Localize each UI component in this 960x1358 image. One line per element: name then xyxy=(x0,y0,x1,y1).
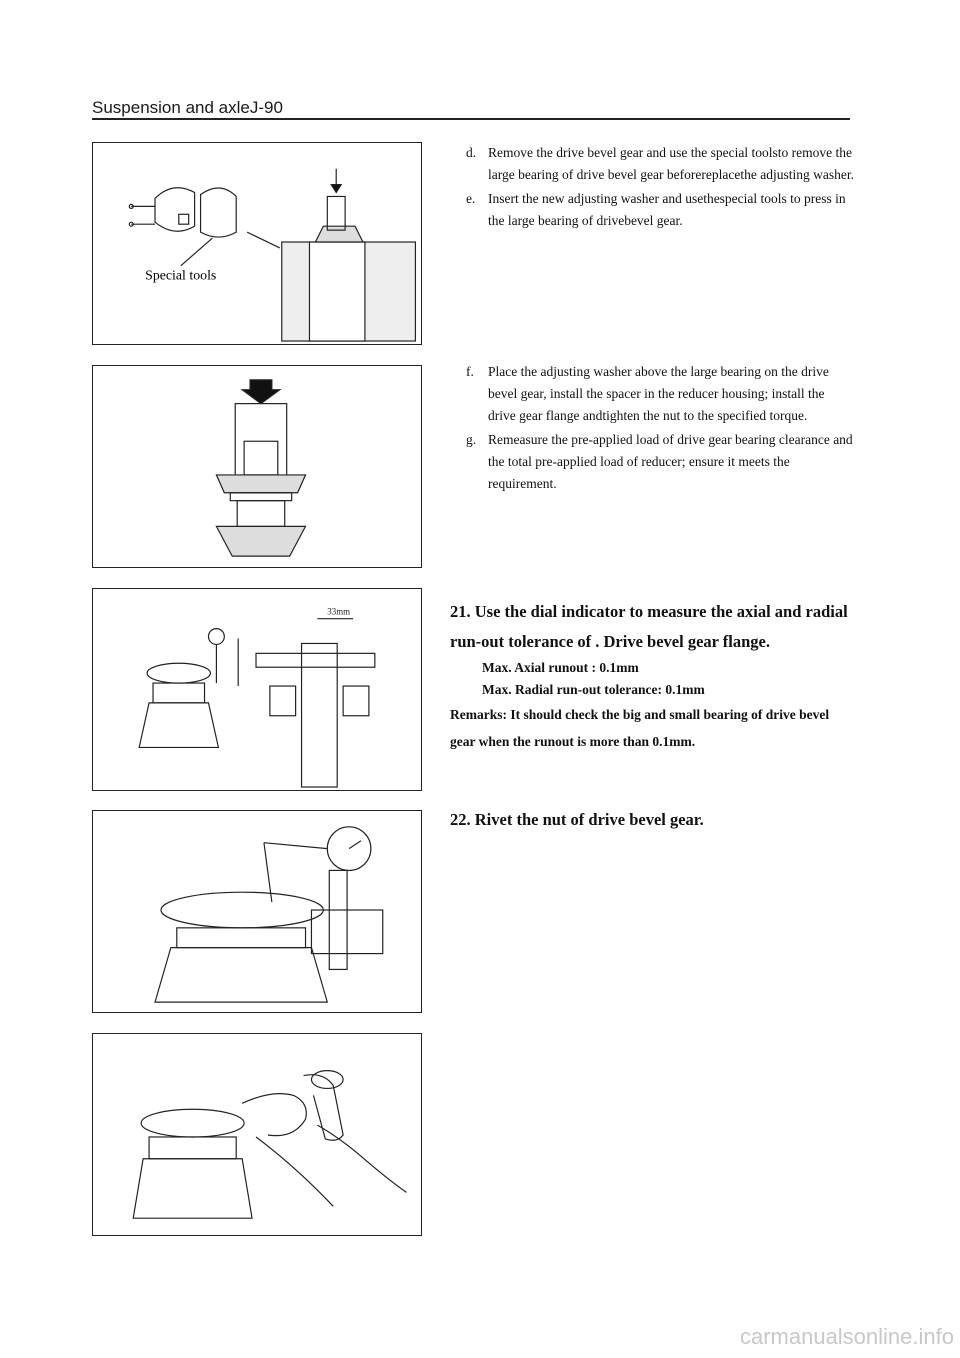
figure-special-tools xyxy=(92,142,422,345)
page-header: Suspension and axleJ-90 xyxy=(92,98,283,117)
step-d: d. Remove the drive bevel gear and use the special toolsto remove the large bearing of drive bevel gear beforereplacethe adjusting washer. xyxy=(466,145,854,182)
step-g: g. Remeasure the pre-applied load of drive gear bearing clearance and the total pre-applied load of reducer; ensure it meets the requirement. xyxy=(466,432,853,491)
runout-illustration xyxy=(93,589,421,790)
dimension-label: 33mm xyxy=(327,606,351,617)
dial-indicator-illustration xyxy=(93,811,421,1012)
steps-d-e xyxy=(450,142,855,234)
section-22 xyxy=(450,805,855,835)
rivet-illustration xyxy=(93,1034,421,1235)
watermark: carmanualsonline.info xyxy=(739,1324,954,1349)
bearing-press-illustration xyxy=(93,366,421,567)
figure-bearing-press xyxy=(92,365,422,568)
section-22-heading: 22. Rivet the nut of drive bevel gear. xyxy=(450,810,704,829)
max-axial-runout: Max. Axial runout : 0.1mm xyxy=(482,660,639,675)
special-tools-illustration xyxy=(93,143,421,344)
steps-f-g xyxy=(450,361,855,497)
step-e: e. Insert the new adjusting washer and usethespecial tools to press in the large bearing of drivebevel gear. xyxy=(466,191,846,228)
max-radial-runout: Max. Radial run-out tolerance: 0.1mm xyxy=(482,682,705,697)
section-21 xyxy=(450,597,855,755)
section-21-heading: 21. Use the dial indicator to measure the axial and radial run-out tolerance of . Drive bevel gear flange. xyxy=(450,602,848,651)
figure-runout-measure xyxy=(92,588,422,791)
figure-rivet-nut xyxy=(92,1033,422,1236)
remarks: Remarks: It should check the big and small bearing of drive bevel gear when the runout is more than 0.1mm. xyxy=(450,707,830,749)
figure-dial-indicator xyxy=(92,810,422,1013)
step-f: f. Place the adjusting washer above the large bearing on the drive bevel gear, install the spacer in the reducer housing; install the drive gear flange andtighten the nut to the specified torque. xyxy=(466,364,829,423)
header-rule xyxy=(92,118,850,120)
figure-caption: Special tools xyxy=(145,267,217,283)
